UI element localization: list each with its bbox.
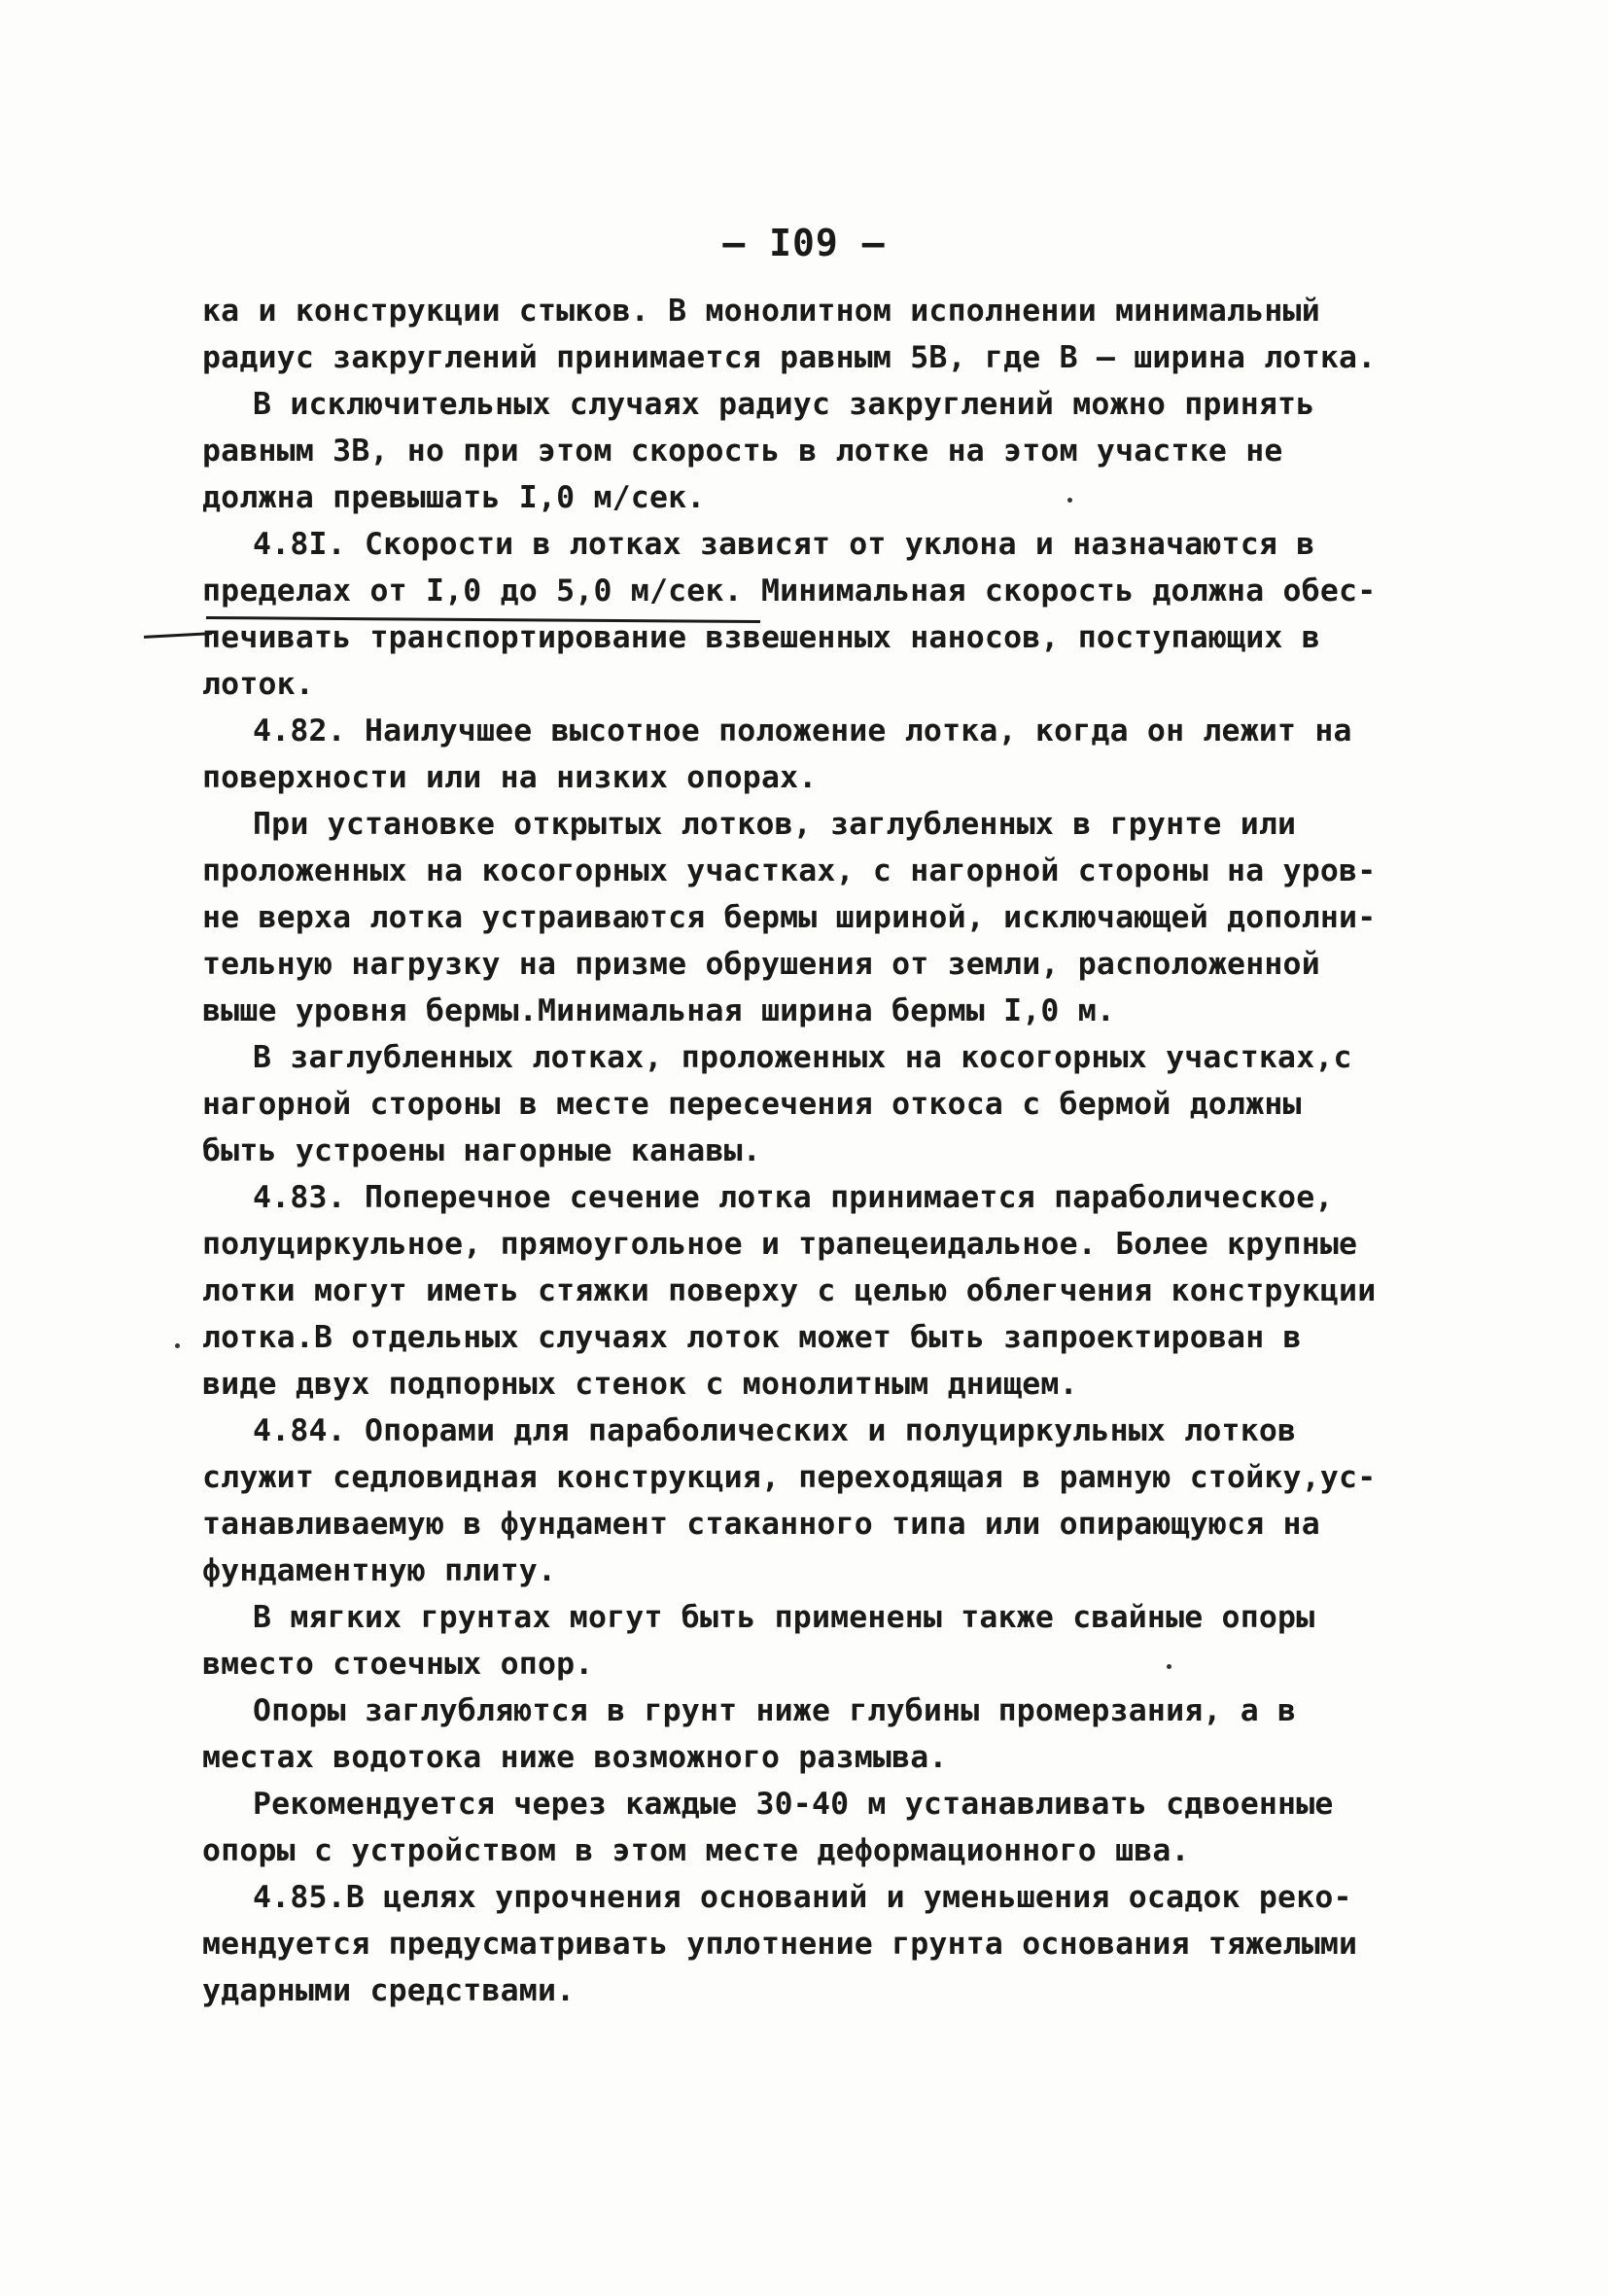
scan-speck <box>1067 498 1072 503</box>
text-line: лотки могут иметь стяжки поверху с целью облегчения конструкции <box>202 1273 1377 1308</box>
text-line: выше уровня бермы.Минимальная ширина бермы I,0 м. <box>202 993 1116 1028</box>
scan-speck <box>175 1343 180 1348</box>
text-line: быть устроены нагорные канавы. <box>202 1133 761 1168</box>
text-line: пределах от I,0 до 5,0 м/сек. Минимальная скорость должна обес- <box>202 574 1377 609</box>
section-4-82: 4.82. Наилучшее высотное положение лотка, когда он лежит на <box>253 713 1352 748</box>
text-line: ударными средствами. <box>202 1973 576 2008</box>
text-line: полуциркульное, прямоугольное и трапецеидальное. Более крупные <box>202 1227 1358 1262</box>
section-4-83: 4.83. Поперечное сечение лотка принимается параболическое, <box>253 1180 1334 1215</box>
text-line: лотка.В отдельных случаях лоток может быть запроектирован в <box>202 1320 1302 1355</box>
paragraph-start: В мягких грунтах могут быть применены также свайные опоры <box>253 1600 1315 1635</box>
text-line: поверхности или на низких опорах. <box>202 760 818 795</box>
text-line: нагорной стороны в месте пересечения откоса с бермой должны <box>202 1087 1302 1122</box>
text-line: служит седловидная конструкция, переходящая в рамную стойку,ус- <box>202 1460 1377 1495</box>
text-line: опоры с устройством в этом месте деформационного шва. <box>202 1833 1190 1868</box>
text-line: мендуется предусматривать уплотнение грунта основания тяжелыми <box>202 1927 1358 1962</box>
text-line: танавливаемую в фундамент стаканного типа или опирающуюся на <box>202 1507 1320 1542</box>
section-4-84: 4.84. Опорами для параболических и полуциркульных лотков <box>253 1413 1297 1448</box>
section-4-81: 4.8I. Скорости в лотках зависят от уклона и назначаются в <box>253 527 1315 562</box>
paragraph-start: Опоры заглубляются в грунт ниже глубины промерзания, а в <box>253 1693 1297 1728</box>
section-4-85: 4.85.В целях упрочнения оснований и уменьшения осадок реко- <box>253 1880 1352 1915</box>
text-line: не верха лотка устраиваются бермы шириной, исключающей дополни- <box>202 900 1377 935</box>
text-line: ка и конструкции стыков. В монолитном исполнении минимальный <box>202 294 1320 329</box>
text-line: местах водотока ниже возможного размыва. <box>202 1740 948 1775</box>
text-line: фундаментную плиту. <box>202 1553 557 1588</box>
page-number: — I09 — <box>722 222 886 264</box>
paragraph-start: При установке открытых лотков, заглубленных в грунте или <box>253 807 1297 842</box>
text-line: вместо стоечных опор. <box>202 1647 594 1682</box>
body-text <box>202 288 1437 2014</box>
text-line: радиус закруглений принимается равным 5В, где В – ширина лотка. <box>202 340 1377 375</box>
text-line: должна превышать I,0 м/сек. <box>202 480 706 515</box>
text-line: печивать транспортирование взвешенных наносов, поступающих в <box>202 620 1320 655</box>
text-line: равным 3В, но при этом скорость в лотке на этом участке не <box>202 434 1283 469</box>
text-line: виде двух подпорных стенок с монолитным днищем. <box>202 1367 1078 1402</box>
paragraph-start: Рекомендуется через каждые 30-40 м устанавливать сдвоенные <box>253 1787 1334 1822</box>
text-line: лоток. <box>202 667 314 702</box>
scan-speck <box>1167 1664 1171 1669</box>
paragraph-start: В заглубленных лотках, проложенных на косогорных участках,с <box>253 1040 1352 1075</box>
text-line: проложенных на косогорных участках, с нагорной стороны на уров- <box>202 853 1377 888</box>
text-line: тельную нагрузку на призме обрушения от земли, расположенной <box>202 947 1320 982</box>
paragraph-start: В исключительных случаях радиус закруглений можно принять <box>253 387 1315 422</box>
